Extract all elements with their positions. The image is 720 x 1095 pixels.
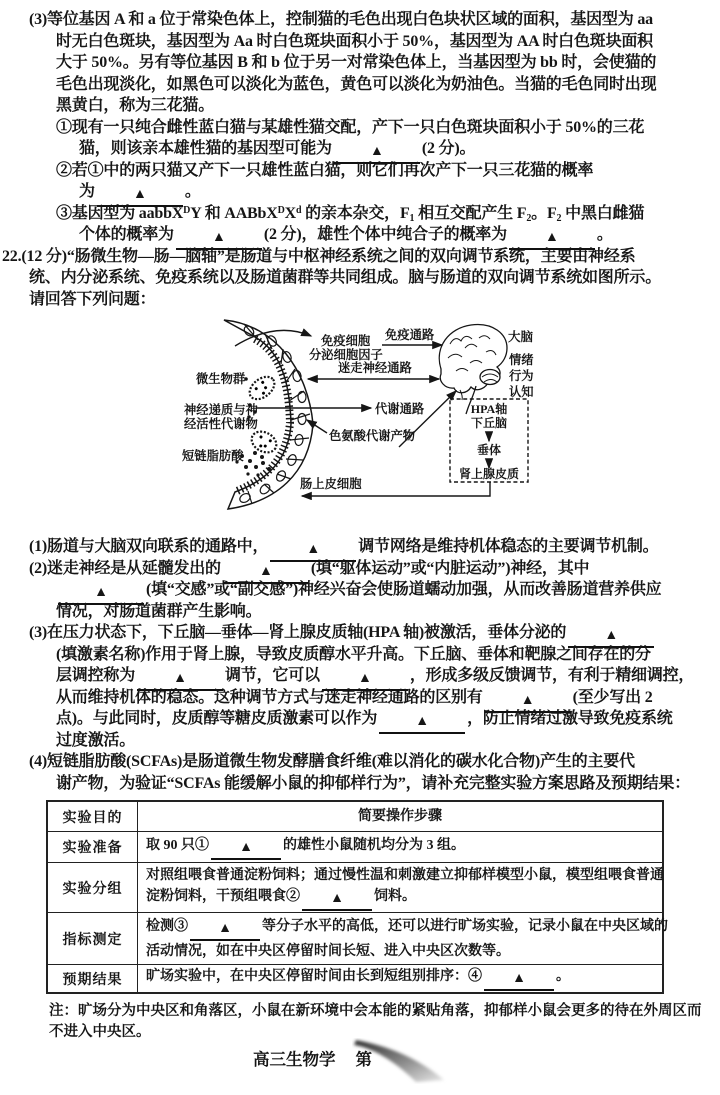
hpa-axis-box — [450, 399, 528, 482]
q3-stem-line: 大于 50%。另有等位基因 B 和 b 位于另一对常染色体上，当基因型为 bb 时，会使猫的 — [56, 54, 657, 71]
adrenal-cortex-label: 肾上腺皮质 — [458, 467, 520, 481]
answer-blank: ▲ — [509, 229, 595, 250]
neurotransmitter-label: 神经递质与神 — [184, 403, 258, 417]
answer-blank: ▲ — [58, 584, 144, 605]
q22-stem-line: 统、内分泌系统、免疫系统以及肠道菌群等共同组成。脑与肠道的双向调节系统如图所示。 — [29, 269, 662, 286]
page-curl — [352, 1038, 462, 1084]
table-header-purpose: 实验目的 — [48, 802, 138, 831]
scfa-label: 短链脂肪酸 — [182, 449, 244, 463]
q22-sub3-line: 点)。与此同时，皮质醇等糖皮质激素可以作为 ▲ ，防止情绪过激导致免疫系统 — [0, 708, 720, 730]
behavior-label: 行为 — [509, 369, 534, 383]
answer-blank: ▲ — [211, 839, 281, 860]
immune-pathway-label: 免疫通路 — [385, 328, 435, 342]
table-header-steps: 简要操作步骤 — [358, 809, 442, 824]
q3-stem-line: 毛色出现淡化，如黑色可以淡化为蓝色，黄色可以淡化为奶油色。当猫的毛色同时出现 — [56, 75, 657, 93]
table-row-measurement — [48, 912, 668, 964]
microbiota-label: 微生物群 — [196, 372, 246, 386]
answer-blank: ▲ — [379, 713, 465, 734]
footnote-line: 注：旷场分为中央区和角落区，小鼠在新环境中会本能的紧贴角落，抑郁样小鼠会更多的待在外周区而 — [49, 1003, 702, 1019]
q3-item2-line: ②若①中的两只猫又产下一只雄性蓝白猫，则它们再次产下一只三花猫的概率 — [56, 161, 594, 179]
q22-sub4-line: (4)短链脂肪酸(SCFAs)是肠道微生物发酵膳食纤维(难以消化的碳水化合物)产生的主要代 — [29, 753, 635, 770]
table-cell-line: 旷场实验中，在中央区停留时间由长到短组别排序：④ ▲ 。 — [146, 966, 654, 991]
q3-item1-line: 猫，则该亲本雄性猫的基因型可能为 ▲ (2 分)。 — [0, 138, 720, 160]
question-22-subquestions — [0, 536, 720, 794]
gut-brain-diagram — [138, 316, 588, 513]
table-row-label: 实验准备 — [48, 832, 138, 862]
neurotransmitter-label: 经活性代谢物 — [184, 417, 258, 431]
emotion-label: 情绪 — [509, 353, 534, 367]
q22-sub1-line: (1)肠道与大脑双向联系的通路中， ▲ 调节网络是维持机体稳态的主要调节机制。 — [0, 536, 720, 558]
question-3-and-22-intro — [0, 9, 720, 310]
table-row-label: 实验分组 — [48, 863, 138, 912]
epithelium-label: 肠上皮细胞 — [300, 477, 362, 491]
q22-sub3-line: 从而维持机体的稳态。这种调节方式与迷走神经通路的区别有 ▲ (至少写出 2 — [0, 687, 720, 709]
q22-sub2-line: 情况，对肠道菌群产生影响。 — [56, 602, 262, 620]
table-footnote — [49, 1001, 702, 1042]
table-row-grouping — [48, 862, 662, 912]
q3-item1-line: ①现有一只纯合雌性蓝白猫与某雄性猫交配，产下一只白色斑块面积小于 50%的三花 — [56, 118, 645, 136]
pituitary-label: 垂体 — [476, 443, 502, 457]
q3-item3-line: 个体的概率为 ▲ (2 分)，雄性个体中纯合子的概率为 ▲ 。 — [0, 224, 720, 246]
q3-stem-line: (3)等位基因 A 和 a 位于常染色体上，控制猫的毛色出现白色块状区域的面积，基因型为 aa — [29, 11, 653, 28]
table-cell-line: 对照组喂食普通淀粉饲料；通过慢性温和刺激建立抑郁样模型小鼠，模型组喂食普通 — [146, 867, 664, 883]
answer-blank: ▲ — [190, 920, 260, 941]
q22-stem-line: 22.(12 分)“肠微生物—肠—脑轴”是肠道与中枢神经系统之间的双向调节系统，主要由神经系 — [2, 247, 636, 265]
q22-sub2-line: (2)迷走神经是从延髓发出的 ▲ (填“躯体运动”或“内脏运动”)神经，其中 — [0, 558, 720, 580]
answer-blank: ▲ — [568, 627, 654, 648]
table-row-expected-result — [48, 964, 662, 992]
answer-blank: ▲ — [334, 143, 420, 164]
table-header-row — [48, 802, 662, 831]
vagus-pathway-label: 迷走神经通路 — [338, 361, 412, 375]
secrete-cytokines-label: 分泌细胞因子 — [309, 348, 383, 362]
footer-page-prefix: 第 — [355, 1050, 372, 1069]
q3-item2-line: 为 ▲ 。 — [0, 181, 720, 203]
q3-stem-line: 黑黄白，称为三花猫。 — [56, 97, 215, 114]
answer-blank: ▲ — [322, 670, 408, 691]
q3-stem-line: 时无白色斑块，基因型为 Aa 时白色斑块面积小于 50%，基因型为 AA 时白色斑块面积 — [56, 32, 653, 50]
immune-cells-label: 免疫细胞 — [321, 334, 371, 348]
answer-blank: ▲ — [484, 970, 554, 991]
answer-blank: ▲ — [97, 186, 183, 207]
q22-sub3-line: 层调控称为 ▲ 调节，它可以 ▲ ，形成多级反馈调节，有利于精细调控， — [0, 665, 720, 687]
table-cell-line: 取 90 只① ▲ 的雄性小鼠随机均分为 3 组。 — [146, 835, 654, 860]
metabolic-pathway-label: 代谢通路 — [375, 402, 425, 416]
table-row-preparation — [48, 831, 662, 862]
table-cell-line: 活动情况，如在中央区停留时间长短、进入中央区次数等。 — [146, 943, 510, 959]
answer-blank: ▲ — [302, 890, 372, 911]
brain-label: 大脑 — [508, 330, 534, 344]
answer-blank: ▲ — [270, 541, 356, 562]
table-cell-line: 淀粉饲料，干预组喂食② ▲ 饲料。 — [146, 886, 664, 911]
hypothalamus-label: 下丘脑 — [470, 416, 508, 430]
q22-sub2-line: ▲ (填“交感”或“副交感”)神经兴奋会使肠道蠕动加强，从而改善肠道营养供应 — [0, 579, 720, 601]
q22-sub4-line: 谢产物，为验证“SCFAs 能缓解小鼠的抑郁样行为”，请补充完整实验方案思路及预期结果： — [56, 774, 691, 792]
table-row-label: 指标测定 — [48, 913, 138, 964]
experiment-table — [46, 800, 668, 994]
table-cell-line: 检测③ ▲ 等分子水平的高低，还可以进行旷场实验，记录小鼠在中央区域的 — [146, 916, 668, 941]
hpa-axis-label: HPA轴 — [470, 402, 508, 416]
q3-item3-line: ③基因型为 aabbX$^D$Y 和 $AABbX^DX^d$ 的亲本杂交，$F_1$ 相互交配产生 $F_2$。$F_2$ 中黑白雌猫 — [56, 204, 645, 224]
footnote-line: 不进入中央区。 — [49, 1023, 151, 1040]
q22-stem-line: 请回答下列问题： — [29, 290, 156, 308]
answer-blank: ▲ — [223, 563, 309, 584]
cognition-label: 认知 — [509, 385, 534, 399]
tryptophan-label: 色氨酸代谢产物 — [329, 429, 416, 443]
answer-blank: ▲ — [137, 670, 223, 691]
answer-blank: ▲ — [485, 692, 571, 713]
q22-sub3-line: (3)在压力状态下，下丘脑—垂体—肾上腺皮质轴(HPA 轴)被激活，垂体分泌的 ▲ — [0, 622, 720, 644]
q22-sub3-line: 过度激活。 — [56, 731, 136, 749]
q22-sub3-line: (填激素名称)作用于肾上腺，导致皮质醇水平升高。下丘脑、垂体和靶腺之间存在的分 — [56, 645, 651, 663]
answer-blank: ▲ — [176, 229, 262, 250]
footer-course-title: 高三生物学 — [253, 1050, 336, 1069]
table-row-label: 预期结果 — [48, 965, 138, 992]
